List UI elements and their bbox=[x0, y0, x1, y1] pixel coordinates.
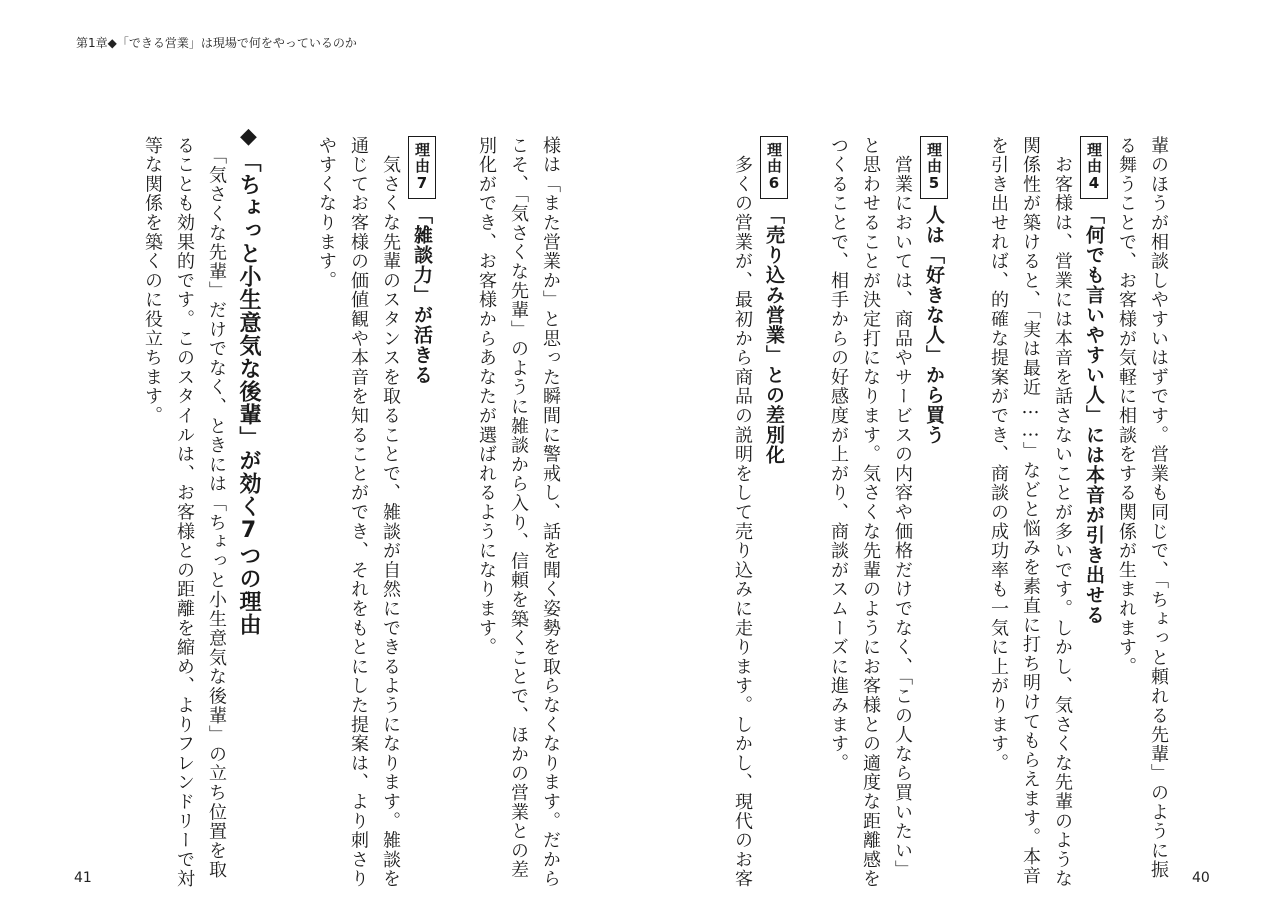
reason-heading bbox=[1078, 136, 1110, 816]
text-column: 気さくな先輩のスタンスを取ることで、雑談が自然にできるようになります。雑談を bbox=[380, 136, 401, 889]
section-heading: ◆「ちょっと小生意気な後輩」が効く7つの理由 bbox=[236, 124, 261, 636]
text-column: 「気さくな先輩」だけでなく、ときには「ちょっと小生意気な後輩」の立ち位置を取 bbox=[206, 136, 227, 880]
text-column: やすくなります。 bbox=[316, 136, 337, 291]
reason-heading bbox=[406, 136, 438, 816]
text-column: お客様は、営業には本音を話さないことが多いです。しかし、気さくな先輩のような bbox=[1052, 136, 1073, 889]
text-column: 様は「また営業か」と思った瞬間に警戒し、話を聞く姿勢を取らなくなります。だから bbox=[540, 136, 561, 889]
text-column: と思わせることが決定打になります。気さくな先輩のようにお客様との適度な距離感を bbox=[860, 136, 881, 889]
reason-title: 「雑談力」が活きる bbox=[411, 205, 433, 385]
text-column: 営業においては、商品やサービスの内容や価格だけでなく、「この人なら買いたい」 bbox=[892, 136, 913, 880]
text-column: を引き出せれば、的確な提案ができ、商談の成功率も一気に上がります。 bbox=[988, 136, 1009, 773]
text-column: 輩のほうが相談しやすいはずです。営業も同じで、「ちょっと頼れる先輩」のように振 bbox=[1148, 136, 1169, 880]
text-column: る舞うことで、お客様が気軽に相談をする関係が生まれます。 bbox=[1116, 136, 1137, 677]
page-number-left: 41 bbox=[74, 870, 92, 886]
reason-tag: 理由5 bbox=[920, 136, 948, 199]
text-column: 等な関係を築くのに役立ちます。 bbox=[142, 136, 163, 426]
text-column: 別化ができ、お客様からあなたが選ばれるようになります。 bbox=[476, 136, 497, 658]
text-column: ることも効果的です。このスタイルは、お客様との距離を縮め、よりフレンドリーで対 bbox=[174, 136, 195, 889]
text-column: 関係性が築けると、「実は最近……」などと悩みを素直に打ち明けてもらえます。本音 bbox=[1020, 136, 1041, 886]
page-number-right: 40 bbox=[1192, 870, 1210, 886]
text-column: 多くの営業が、最初から商品の説明をして売り込みに走ります。しかし、現代のお客 bbox=[732, 136, 753, 889]
text-column: つくることで、相手からの好感度が上がり、商談がスムーズに進みます。 bbox=[828, 136, 849, 773]
text-column: こそ、「気さくな先輩」のように雑談から入り、信頼を築くことで、ほかの営業との差 bbox=[508, 136, 529, 880]
text-column: 通じてお客様の価値観や本音を知ることができ、それをもとにした提案は、より刺さり bbox=[348, 136, 369, 889]
reason-heading bbox=[918, 136, 950, 816]
reason-title: 「売り込み営業」との差別化 bbox=[763, 205, 785, 465]
reason-tag: 理由6 bbox=[760, 136, 788, 199]
reason-title: 人は「好きな人」から買う bbox=[923, 205, 945, 445]
reason-tag: 理由7 bbox=[408, 136, 436, 199]
running-header: 第1章◆「できる営業」は現場で何をやっているのか bbox=[76, 36, 357, 50]
reason-heading bbox=[758, 136, 790, 816]
reason-tag: 理由4 bbox=[1080, 136, 1108, 199]
reason-title: 「何でも言いやすい人」には本音が引き出せる bbox=[1083, 205, 1105, 625]
